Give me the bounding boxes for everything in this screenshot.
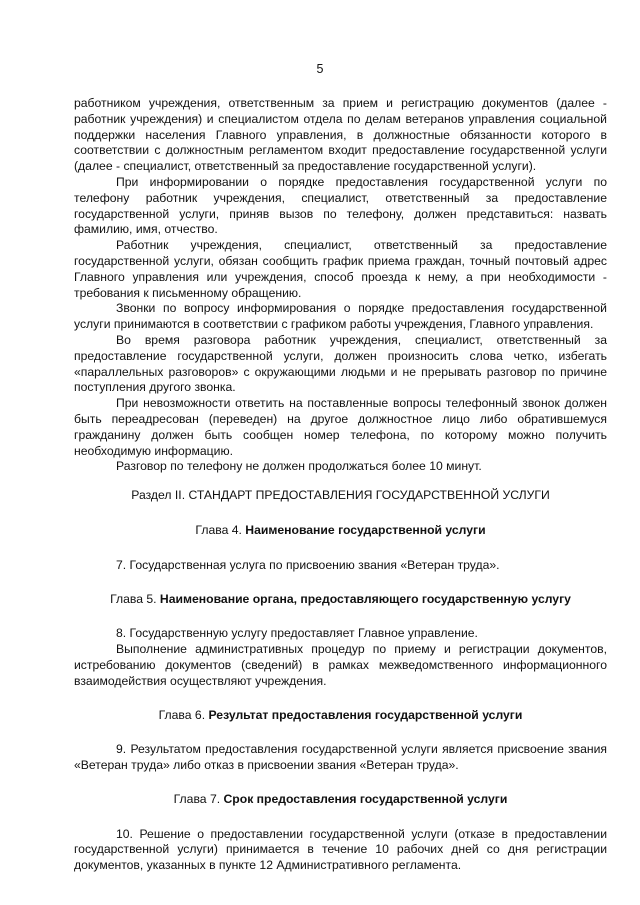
chapter-heading <box>74 708 607 724</box>
paragraph: 7. Государственная услуга по присвоению звания «Ветеран труда». <box>116 557 500 572</box>
section-heading: Раздел II. СТАНДАРТ ПРЕДОСТАВЛЕНИЯ ГОСУДАРСТВЕННОЙ УСЛУГИ <box>131 488 550 503</box>
paragraph: Во время разговора работник учреждения, специалист, ответственный за предоставление государственной услуги, должен произносить слова четко, избегать «параллельных разговоров» с окружающими людьми и не прерывать разговор по причине поступления другого звонка. <box>74 332 607 395</box>
chapter-prefix: Глава 6. <box>158 707 209 722</box>
paragraph: При информировании о порядке предоставления государственной услуги по телефону работник учреждения, специалист, ответственный за предоставление государственной услуги, приняв вызов по телефону, должен представиться: назвать фамилию, имя, отчество. <box>74 174 607 237</box>
chapter-title: Наименование государственной услуги <box>245 522 486 537</box>
chapter-heading <box>74 592 607 608</box>
paragraph: Выполнение административных процедур по приему и регистрации документов, истребованию документов (сведений) в рамках межведомственного информационного взаимодействия осуществляют учреждения. <box>74 642 607 688</box>
paragraph: 8. Государственную услугу предоставляет Главное управление. <box>116 626 478 641</box>
chapter-prefix: Глава 4. <box>195 522 246 537</box>
chapter-prefix: Глава 5. <box>110 591 160 606</box>
paragraph: 9. Результатом предоставления государственной услуги является присвоение звания «Ветеран труда» либо отказ в присвоении звания «Ветеран труда». <box>74 742 607 773</box>
chapter-heading <box>74 792 607 808</box>
chapter-heading <box>74 523 607 539</box>
paragraph: Звонки по вопросу информирования о порядке предоставления государственной услуги принимаются в соответствии с графиком работы учреждения, Главного управления. <box>74 301 607 332</box>
paragraph: 10. Решение о предоставлении государственной услуги (отказе в предоставлении государственной услуги) принимается в течение 10 рабочих дней со дня регистрации документов, указанных в пункте 12 Административного регламента. <box>74 826 607 873</box>
chapter-title: Наименование органа, предоставляющего государственную услугу <box>159 591 571 606</box>
page-number: 5 <box>316 62 324 76</box>
chapter-title: Результат предоставления государственной услуги <box>208 707 523 722</box>
paragraph: Разговор по телефону не должен продолжаться более 10 минут. <box>116 459 482 474</box>
paragraph: Работник учреждения, специалист, ответственный за предоставление государственной услуги, обязан сообщить график приема граждан, точный почтовый адрес Главного управления или учреждения, способ проезда к нему, а при необходимости - требования к письменному обращению. <box>74 238 607 300</box>
paragraph: При невозможности ответить на поставленные вопросы телефонный звонок должен быть переадресован (переведен) на другое должностное лицо либо обратившемуся гражданину должен быть сообщен номер телефона, по которому можно получить необходимую информацию. <box>74 396 607 458</box>
paragraph: работником учреждения, ответственным за прием и регистрацию документов (далее - работник учреждения) и специалистом отдела по делам ветеранов управления социальной поддержки населения Главного управления, в должностные обязанности которого в соответствии с должностным регламентом входит предоставление государственной услуги (далее - специалист, ответственный за предоставление государственной услуги). <box>74 96 607 174</box>
chapter-title: Срок предоставления государственной услуги <box>223 791 508 806</box>
chapter-prefix: Глава 7. <box>173 791 224 806</box>
document-body <box>74 96 607 874</box>
